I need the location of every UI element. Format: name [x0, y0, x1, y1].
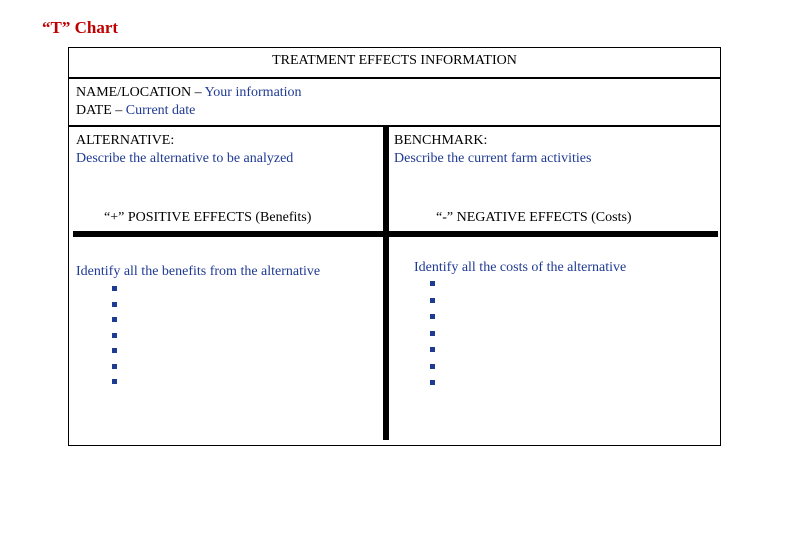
header-divider: [69, 77, 720, 79]
t-vertical-bar: [383, 126, 389, 440]
negative-effects-heading: “-” NEGATIVE EFFECTS (Costs): [436, 210, 632, 225]
date-label: DATE –: [76, 103, 126, 118]
positive-effects-text: Identify all the benefits from the alternative: [76, 264, 321, 279]
positive-bullet: [112, 286, 117, 291]
positive-bullet-list: [112, 286, 117, 395]
negative-bullet: [430, 281, 435, 286]
negative-bullet-list: [430, 281, 435, 397]
negative-effects-text: Identify all the costs of the alternative: [414, 260, 627, 275]
negative-bullet: [430, 298, 435, 303]
positive-bullet: [112, 364, 117, 369]
name-location-line: [76, 84, 302, 102]
chart-title: “T” Chart: [42, 18, 119, 37]
benchmark-label: BENCHMARK:: [394, 133, 488, 148]
alternative-label: ALTERNATIVE:: [76, 133, 175, 148]
date-value: Current date: [125, 103, 196, 118]
negative-bullet: [430, 347, 435, 352]
benchmark-description: Describe the current farm activities: [394, 151, 592, 166]
positive-bullet: [112, 379, 117, 384]
positive-bullet: [112, 302, 117, 307]
name-location-label: NAME/LOCATION –: [76, 85, 205, 100]
negative-bullet: [430, 380, 435, 385]
negative-bullet: [430, 364, 435, 369]
date-line: [76, 102, 195, 120]
name-location-value: Your information: [204, 85, 302, 100]
alternative-description: Describe the alternative to be analyzed: [76, 151, 294, 166]
header-title: TREATMENT EFFECTS INFORMATION: [272, 53, 517, 68]
positive-bullet: [112, 333, 117, 338]
info-divider: [69, 125, 720, 127]
negative-bullet: [430, 331, 435, 336]
negative-bullet: [430, 314, 435, 319]
positive-bullet: [112, 348, 117, 353]
positive-bullet: [112, 317, 117, 322]
positive-effects-heading: “+” POSITIVE EFFECTS (Benefits): [104, 210, 312, 225]
t-horizontal-bar: [73, 231, 718, 237]
